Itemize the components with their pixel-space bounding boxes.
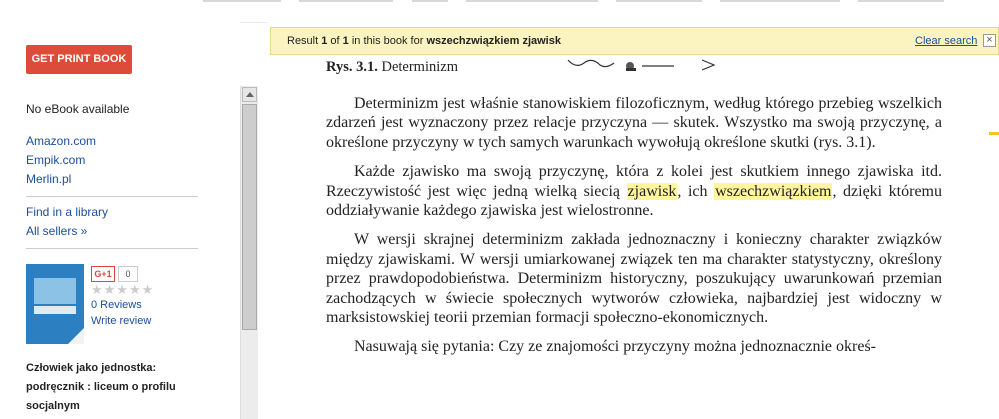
figure-caption: Rys. 3.1. Determinizm <box>326 59 458 75</box>
toolbar-tab-edge <box>412 0 448 2</box>
search-result-text: Result 1 of 1 in this book for wszechzwiązkiem zjawisk <box>287 35 561 47</box>
write-review-link[interactable]: Write review <box>91 315 152 327</box>
paragraph-1: Determinizm jest właśnie stanowiskiem filozoficznym, według którego przebieg wszelkich zdarzeń jest wyznaczony przez relacje przyczyna — skutek. Wszystko ma swoją przyczynę, a określone przyczyny w tych samych warunkach wywołują określone skutki (rys. 3.1). <box>326 95 942 151</box>
book-cover-thumbnail[interactable] <box>26 264 84 344</box>
page-edge-marker <box>989 132 999 135</box>
sidebar-scrollbar[interactable] <box>240 86 258 419</box>
book-text <box>326 59 942 357</box>
store-link-amazon[interactable]: Amazon.com <box>26 134 97 148</box>
cover-title-strip <box>34 306 76 314</box>
scroll-up-arrow-icon[interactable] <box>242 87 257 102</box>
toolbar-tab-edge <box>203 0 281 2</box>
book-title: Człowiek jako jednostka: podręcznik : liceum o profilu socjalnym <box>26 362 176 412</box>
top-toolbar-strip <box>0 0 999 23</box>
search-highlight: wszechzwiązkiem <box>715 182 832 200</box>
no-ebook-label: No eBook available <box>26 102 130 116</box>
toolbar-tab-edge <box>858 0 944 2</box>
store-link-empik[interactable]: Empik.com <box>26 153 86 167</box>
plus-one-count: 0 <box>118 266 138 282</box>
toolbar-tab-edge <box>720 0 840 2</box>
get-print-book-button[interactable]: GET PRINT BOOK <box>26 45 132 74</box>
clear-search-link[interactable]: Clear search <box>915 35 978 47</box>
find-in-library-link[interactable]: Find in a library <box>26 205 109 219</box>
store-link-merlin[interactable]: Merlin.pl <box>26 172 72 186</box>
paragraph-3: W wersji skrajnej determinizm zakłada jednoznaczny i konieczny charakter związków między zjawiskami. W wersji umiarkowanej związek ten ma charakter statystyczny, określony przez prawdopodobieństwa. Determinizm historyczny, poszukujący uwarunkowań przemian zachodzących w świecie społecznych wytworów człowieka, najbardziej jest widoczny w marksistowskiej teorii przemian formacji społeczno-ekonomicznych. <box>326 231 942 327</box>
search-highlight: zjawisk <box>627 182 677 200</box>
paragraph-4: Nasuwają się pytania: Czy ze znajomości przyczyny można jednoznacznie okreś- <box>354 338 877 356</box>
sidebar-divider <box>26 196 198 197</box>
toolbar-tab-edge <box>616 0 702 2</box>
close-icon[interactable]: × <box>983 34 996 47</box>
google-plus-one-button[interactable]: G+1 <box>91 266 115 282</box>
cover-page-curl-icon <box>68 328 84 344</box>
search-result-bar <box>270 27 999 55</box>
sidebar-divider <box>26 248 198 249</box>
rating-stars-icon: ★★★★★ <box>91 282 155 297</box>
toolbar-tab-edge <box>466 0 598 2</box>
toolbar-tab-edge <box>299 0 393 2</box>
all-sellers-link[interactable]: All sellers » <box>26 224 88 238</box>
reviews-link[interactable]: 0 Reviews <box>91 299 142 311</box>
cover-image <box>34 278 76 304</box>
scrollbar-thumb[interactable] <box>242 104 257 330</box>
paragraph-2: Każde zjawisko ma swoją przyczynę, która z kolei jest skutkiem innego zjawiska itd. Rzeczywistość jest więc jedną wielką siecią zjawisk, ich wszechzwiązkiem, dzięki któremu oddziaływanie każdego zjawiska jest wielostronne. <box>326 163 942 220</box>
